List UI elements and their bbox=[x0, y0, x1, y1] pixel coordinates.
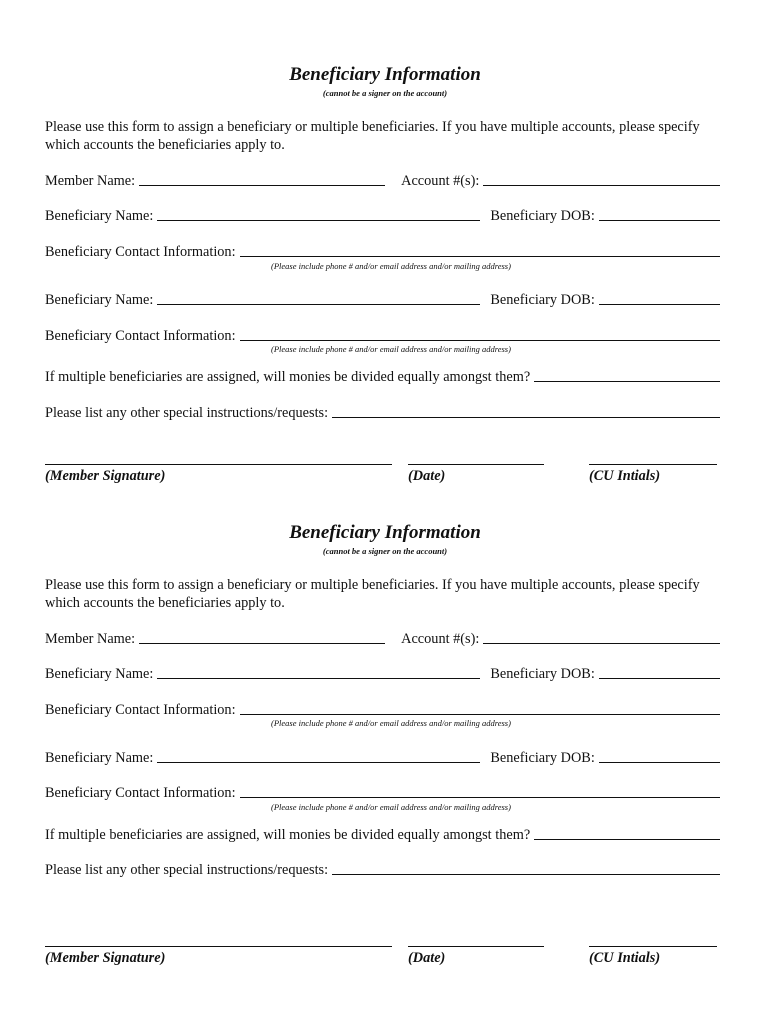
instructions-row bbox=[45, 860, 720, 878]
beneficiary-dob-label: Beneficiary DOB: bbox=[490, 666, 595, 682]
member-signature-label: (Member Signature) bbox=[45, 468, 166, 484]
contact-field[interactable] bbox=[240, 783, 720, 798]
beneficiary-name-label: Beneficiary Name: bbox=[45, 208, 154, 224]
beneficiary-name-field[interactable] bbox=[157, 664, 480, 679]
contact-hint: (Please include phone # and/or email address and/or mailing address) bbox=[271, 261, 511, 271]
divided-label: If multiple beneficiaries are assigned, will monies be divided equally amongst them? bbox=[45, 369, 531, 385]
beneficiary-name-field[interactable] bbox=[157, 206, 480, 221]
contact-label: Beneficiary Contact Information: bbox=[45, 244, 236, 260]
divided-field[interactable] bbox=[534, 367, 720, 382]
form-title: Beneficiary Information bbox=[289, 64, 481, 85]
member-name-field[interactable] bbox=[139, 171, 385, 186]
contact-1-row bbox=[45, 242, 720, 260]
beneficiary-1-row bbox=[45, 664, 720, 682]
beneficiary-name-label: Beneficiary Name: bbox=[45, 292, 154, 308]
form-subtitle: (cannot be a signer on the account) bbox=[322, 88, 448, 98]
cu-initials-line[interactable] bbox=[589, 946, 717, 947]
contact-2-row bbox=[45, 783, 720, 801]
beneficiary-name-label: Beneficiary Name: bbox=[45, 750, 154, 766]
divided-row bbox=[45, 367, 720, 385]
date-label: (Date) bbox=[408, 950, 446, 966]
form-subtitle: (cannot be a signer on the account) bbox=[322, 546, 448, 556]
beneficiary-2-row bbox=[45, 748, 720, 766]
member-row bbox=[45, 171, 720, 189]
beneficiary-dob-label: Beneficiary DOB: bbox=[490, 292, 595, 308]
member-signature-line[interactable] bbox=[45, 946, 392, 947]
contact-1-row bbox=[45, 700, 720, 718]
contact-hint: (Please include phone # and/or email address and/or mailing address) bbox=[271, 344, 511, 354]
member-name-field[interactable] bbox=[139, 629, 385, 644]
contact-hint: (Please include phone # and/or email address and/or mailing address) bbox=[271, 718, 511, 728]
contact-field[interactable] bbox=[240, 326, 720, 341]
cu-initials-label: (CU Intials) bbox=[589, 950, 661, 966]
beneficiary-name-field[interactable] bbox=[157, 290, 480, 305]
instructions-field[interactable] bbox=[332, 403, 720, 418]
member-signature-label: (Member Signature) bbox=[45, 950, 166, 966]
member-signature-line[interactable] bbox=[45, 464, 392, 465]
instructions-label: Please list any other special instructions/requests: bbox=[45, 405, 329, 421]
form-intro: Please use this form to assign a beneficiary or multiple beneficiaries. If you have multiple accounts, please specify which accounts the beneficiaries apply to. bbox=[45, 119, 700, 153]
contact-hint: (Please include phone # and/or email address and/or mailing address) bbox=[271, 802, 511, 812]
beneficiary-dob-field[interactable] bbox=[599, 748, 720, 763]
form-intro: Please use this form to assign a beneficiary or multiple beneficiaries. If you have multiple accounts, please specify which accounts the beneficiaries apply to. bbox=[45, 577, 700, 611]
account-label: Account #(s): bbox=[401, 173, 480, 189]
contact-2-row bbox=[45, 326, 720, 344]
contact-label: Beneficiary Contact Information: bbox=[45, 785, 236, 801]
contact-field[interactable] bbox=[240, 700, 720, 715]
beneficiary-2-row bbox=[45, 290, 720, 308]
beneficiary-dob-label: Beneficiary DOB: bbox=[490, 750, 595, 766]
beneficiary-dob-label: Beneficiary DOB: bbox=[490, 208, 595, 224]
contact-label: Beneficiary Contact Information: bbox=[45, 328, 236, 344]
divided-field[interactable] bbox=[534, 825, 720, 840]
beneficiary-dob-field[interactable] bbox=[599, 290, 720, 305]
member-row bbox=[45, 629, 720, 647]
divided-row bbox=[45, 825, 720, 843]
beneficiary-dob-field[interactable] bbox=[599, 206, 720, 221]
form-title: Beneficiary Information bbox=[289, 522, 481, 543]
beneficiary-name-field[interactable] bbox=[157, 748, 480, 763]
beneficiary-name-label: Beneficiary Name: bbox=[45, 666, 154, 682]
instructions-label: Please list any other special instructions/requests: bbox=[45, 862, 329, 878]
divided-label: If multiple beneficiaries are assigned, will monies be divided equally amongst them? bbox=[45, 827, 531, 843]
date-line[interactable] bbox=[408, 946, 544, 947]
contact-field[interactable] bbox=[240, 242, 720, 257]
account-label: Account #(s): bbox=[401, 631, 480, 647]
cu-initials-label: (CU Intials) bbox=[589, 468, 661, 484]
account-field[interactable] bbox=[483, 171, 720, 186]
cu-initials-line[interactable] bbox=[589, 464, 717, 465]
date-label: (Date) bbox=[408, 468, 446, 484]
instructions-field[interactable] bbox=[332, 860, 720, 875]
date-line[interactable] bbox=[408, 464, 544, 465]
account-field[interactable] bbox=[483, 629, 720, 644]
instructions-row bbox=[45, 403, 720, 421]
beneficiary-1-row bbox=[45, 206, 720, 224]
beneficiary-dob-field[interactable] bbox=[599, 664, 720, 679]
member-name-label: Member Name: bbox=[45, 631, 136, 647]
contact-label: Beneficiary Contact Information: bbox=[45, 702, 236, 718]
member-name-label: Member Name: bbox=[45, 173, 136, 189]
